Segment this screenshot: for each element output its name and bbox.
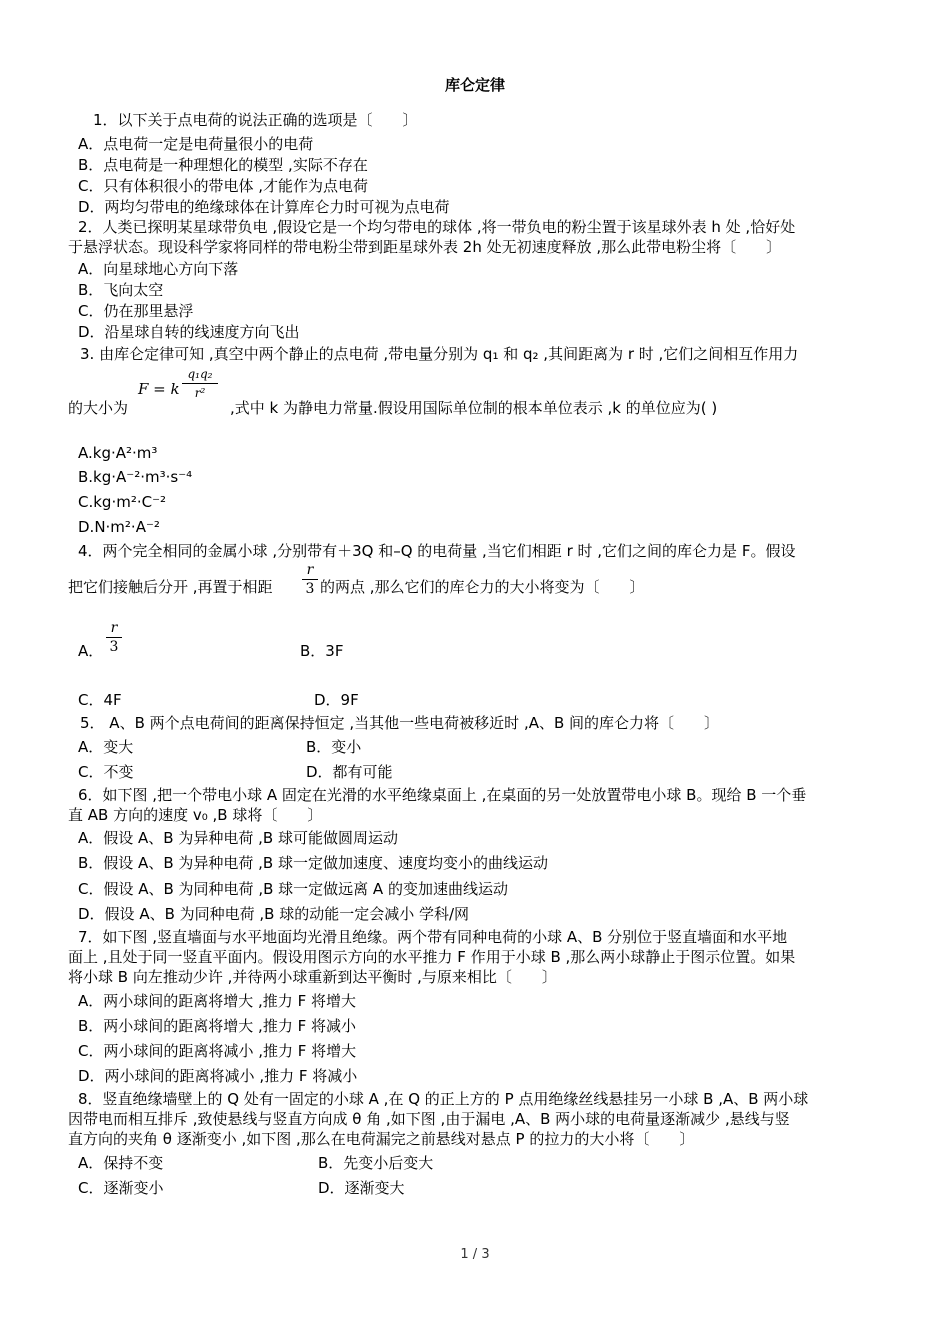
q2-option-b: B．飞向太空 bbox=[78, 281, 164, 299]
page-number: 1 / 3 bbox=[460, 1247, 490, 1262]
q8-option-a: A．保持不变 bbox=[78, 1154, 164, 1172]
coulomb-formula-denominator: r² bbox=[194, 386, 206, 400]
fraction-denominator: 3 bbox=[305, 581, 315, 597]
q5-option-d: D．都有可能 bbox=[306, 763, 393, 781]
q4-stem-line2-end: 的两点 ,那么它们的库仑力的大小将变为〔 〕 bbox=[320, 578, 645, 596]
q3-stem-line2-end: ,式中 k 为静电力常量.假设用国际单位制的根本单位表示 ,k 的单位应为( ) bbox=[230, 399, 718, 417]
fraction-numerator: r bbox=[110, 620, 118, 636]
q4-option-b: B．3F bbox=[300, 642, 344, 660]
q3-option-a: A.kg·A²·m³ bbox=[78, 444, 158, 462]
q2-option-c: C．仍在那里悬浮 bbox=[78, 302, 194, 320]
coulomb-formula-fraction bbox=[182, 366, 218, 401]
q8-option-c: C．逐渐变小 bbox=[78, 1179, 164, 1197]
q4-stem-line2-start: 把它们接触后分开 ,再置于相距 bbox=[68, 578, 273, 596]
fraction-denominator: 3 bbox=[109, 639, 119, 655]
q3-stem-line1: 3. 由库仑定律可知 ,真空中两个静止的点电荷 ,带电量分别为 q₁ 和 q₂ ,其间距离为 r 时 ,它们之间相互作用力 bbox=[80, 345, 799, 363]
q5-option-a: A．变大 bbox=[78, 738, 134, 756]
q8-stem-line2: 因带电而相互排斥 ,致使悬线与竖直方向成 θ 角 ,如下图 ,由于漏电 ,A、B 两小球的电荷量逐渐减少 ,悬线与竖 bbox=[68, 1110, 790, 1128]
q4-option-a-fraction bbox=[106, 620, 122, 655]
q4-option-d: D．9F bbox=[314, 691, 359, 709]
q8-stem-line3: 直方向的夹角 θ 逐渐变小 ,如下图 ,那么在电荷漏完之前悬线对悬点 P 的拉力的大小将〔 〕 bbox=[68, 1130, 695, 1148]
fraction-bar bbox=[302, 579, 318, 580]
fraction-bar bbox=[182, 383, 218, 384]
q1-option-a: A．点电荷一定是电荷量很小的电荷 bbox=[78, 135, 314, 153]
q7-option-d: D．两小球间的距离将减小 ,推力 F 将减小 bbox=[78, 1067, 358, 1085]
q3-option-c: C.kg·m²·C⁻² bbox=[78, 493, 167, 511]
document-title: 库仑定律 bbox=[444, 76, 505, 94]
q1-option-b: B．点电荷是一种理想化的模型 ,实际不存在 bbox=[78, 156, 368, 174]
q7-option-a: A．两小球间的距离将增大 ,推力 F 将增大 bbox=[78, 992, 356, 1010]
q1-stem: 1．以下关于点电荷的说法正确的选项是〔 〕 bbox=[93, 111, 418, 129]
q6-stem-line2: 直 AB 方向的速度 v₀ ,B 球将〔 〕 bbox=[68, 806, 323, 824]
q7-option-b: B．两小球间的距离将增大 ,推力 F 将减小 bbox=[78, 1017, 356, 1035]
q4-option-c: C．4F bbox=[78, 691, 122, 709]
fraction-bar bbox=[106, 637, 122, 638]
q8-option-d: D．逐渐变大 bbox=[318, 1179, 405, 1197]
q1-option-d: D．两均匀带电的绝缘球体在计算库仑力时可视为点电荷 bbox=[78, 198, 450, 216]
q6-option-d: D．假设 A、B 为同种电荷 ,B 球的动能一定会减小 学科/网 bbox=[78, 905, 470, 923]
q7-stem-line2: 面上 ,且处于同一竖直平面内。假设用图示方向的水平推力 F 作用于小球 B ,那么两小球静止于图示位置。如果 bbox=[68, 948, 796, 966]
q6-option-a: A．假设 A、B 为异种电荷 ,B 球可能做圆周运动 bbox=[78, 829, 398, 847]
q8-stem-line1: 8．竖直绝缘墙壁上的 Q 处有一固定的小球 A ,在 Q 的正上方的 P 点用绝缘丝线悬挂另一小球 B ,A、B 两小球 bbox=[78, 1090, 809, 1108]
q7-stem-line3: 将小球 B 向左推动少许 ,并待两小球重新到达平衡时 ,与原来相比〔 〕 bbox=[68, 968, 557, 986]
q3-option-b: B.kg·A⁻²·m³·s⁻⁴ bbox=[78, 468, 193, 486]
q3-option-d: D.N·m²·A⁻² bbox=[78, 518, 160, 536]
q4-option-a-label: A． bbox=[78, 642, 104, 660]
q7-option-c: C．两小球间的距离将减小 ,推力 F 将增大 bbox=[78, 1042, 357, 1060]
q4-stem-line1: 4．两个完全相同的金属小球 ,分别带有＋3Q 和–Q 的电荷量 ,当它们相距 r 时 ,它们之间的库仑力是 F。假设 bbox=[78, 542, 796, 560]
q5-stem: 5． A、B 两个点电荷间的距离保持恒定 ,当其他一些电荷被移近时 ,A、B 间的库仑力将〔 〕 bbox=[80, 714, 720, 732]
q8-option-b: B．先变小后变大 bbox=[318, 1154, 434, 1172]
coulomb-formula-numerator: q₁q₂ bbox=[187, 367, 213, 381]
q6-stem-line1: 6．如下图 ,把一个带电小球 A 固定在光滑的水平绝缘桌面上 ,在桌面的另一处放置带电小球 B。现给 B 一个垂 bbox=[78, 786, 807, 804]
q3-stem-line2-start: 的大小为 bbox=[68, 399, 129, 417]
q7-stem-line1: 7．如下图 ,竖直墙面与水平地面均光滑且绝缘。两个带有同种电荷的小球 A、B 分别位于竖直墙面和水平地 bbox=[78, 928, 788, 946]
fraction-numerator: r bbox=[306, 562, 314, 578]
q6-option-b: B．假设 A、B 为异种电荷 ,B 球一定做加速度、速度均变小的曲线运动 bbox=[78, 854, 548, 872]
q5-option-b: B．变小 bbox=[306, 738, 362, 756]
q2-stem-line2: 于悬浮状态。现设科学家将同样的带电粉尘带到距星球外表 2h 处无初速度释放 ,那么此带电粉尘将〔 〕 bbox=[68, 238, 782, 256]
coulomb-formula-lhs: F = k bbox=[138, 380, 180, 398]
q2-option-a: A．向星球地心方向下落 bbox=[78, 260, 239, 278]
q1-option-c: C．只有体积很小的带电体 ,才能作为点电荷 bbox=[78, 177, 369, 195]
q6-option-c: C．假设 A、B 为同种电荷 ,B 球一定做远离 A 的变加速曲线运动 bbox=[78, 880, 508, 898]
q5-option-c: C．不变 bbox=[78, 763, 134, 781]
distance-fraction-r-over-3 bbox=[302, 562, 318, 597]
q2-option-d: D．沿星球自转的线速度方向飞出 bbox=[78, 323, 300, 341]
q2-stem-line1: 2．人类已探明某星球带负电 ,假设它是一个均匀带电的球体 ,将一带负电的粉尘置于该星球外表 h 处 ,恰好处 bbox=[78, 218, 796, 236]
